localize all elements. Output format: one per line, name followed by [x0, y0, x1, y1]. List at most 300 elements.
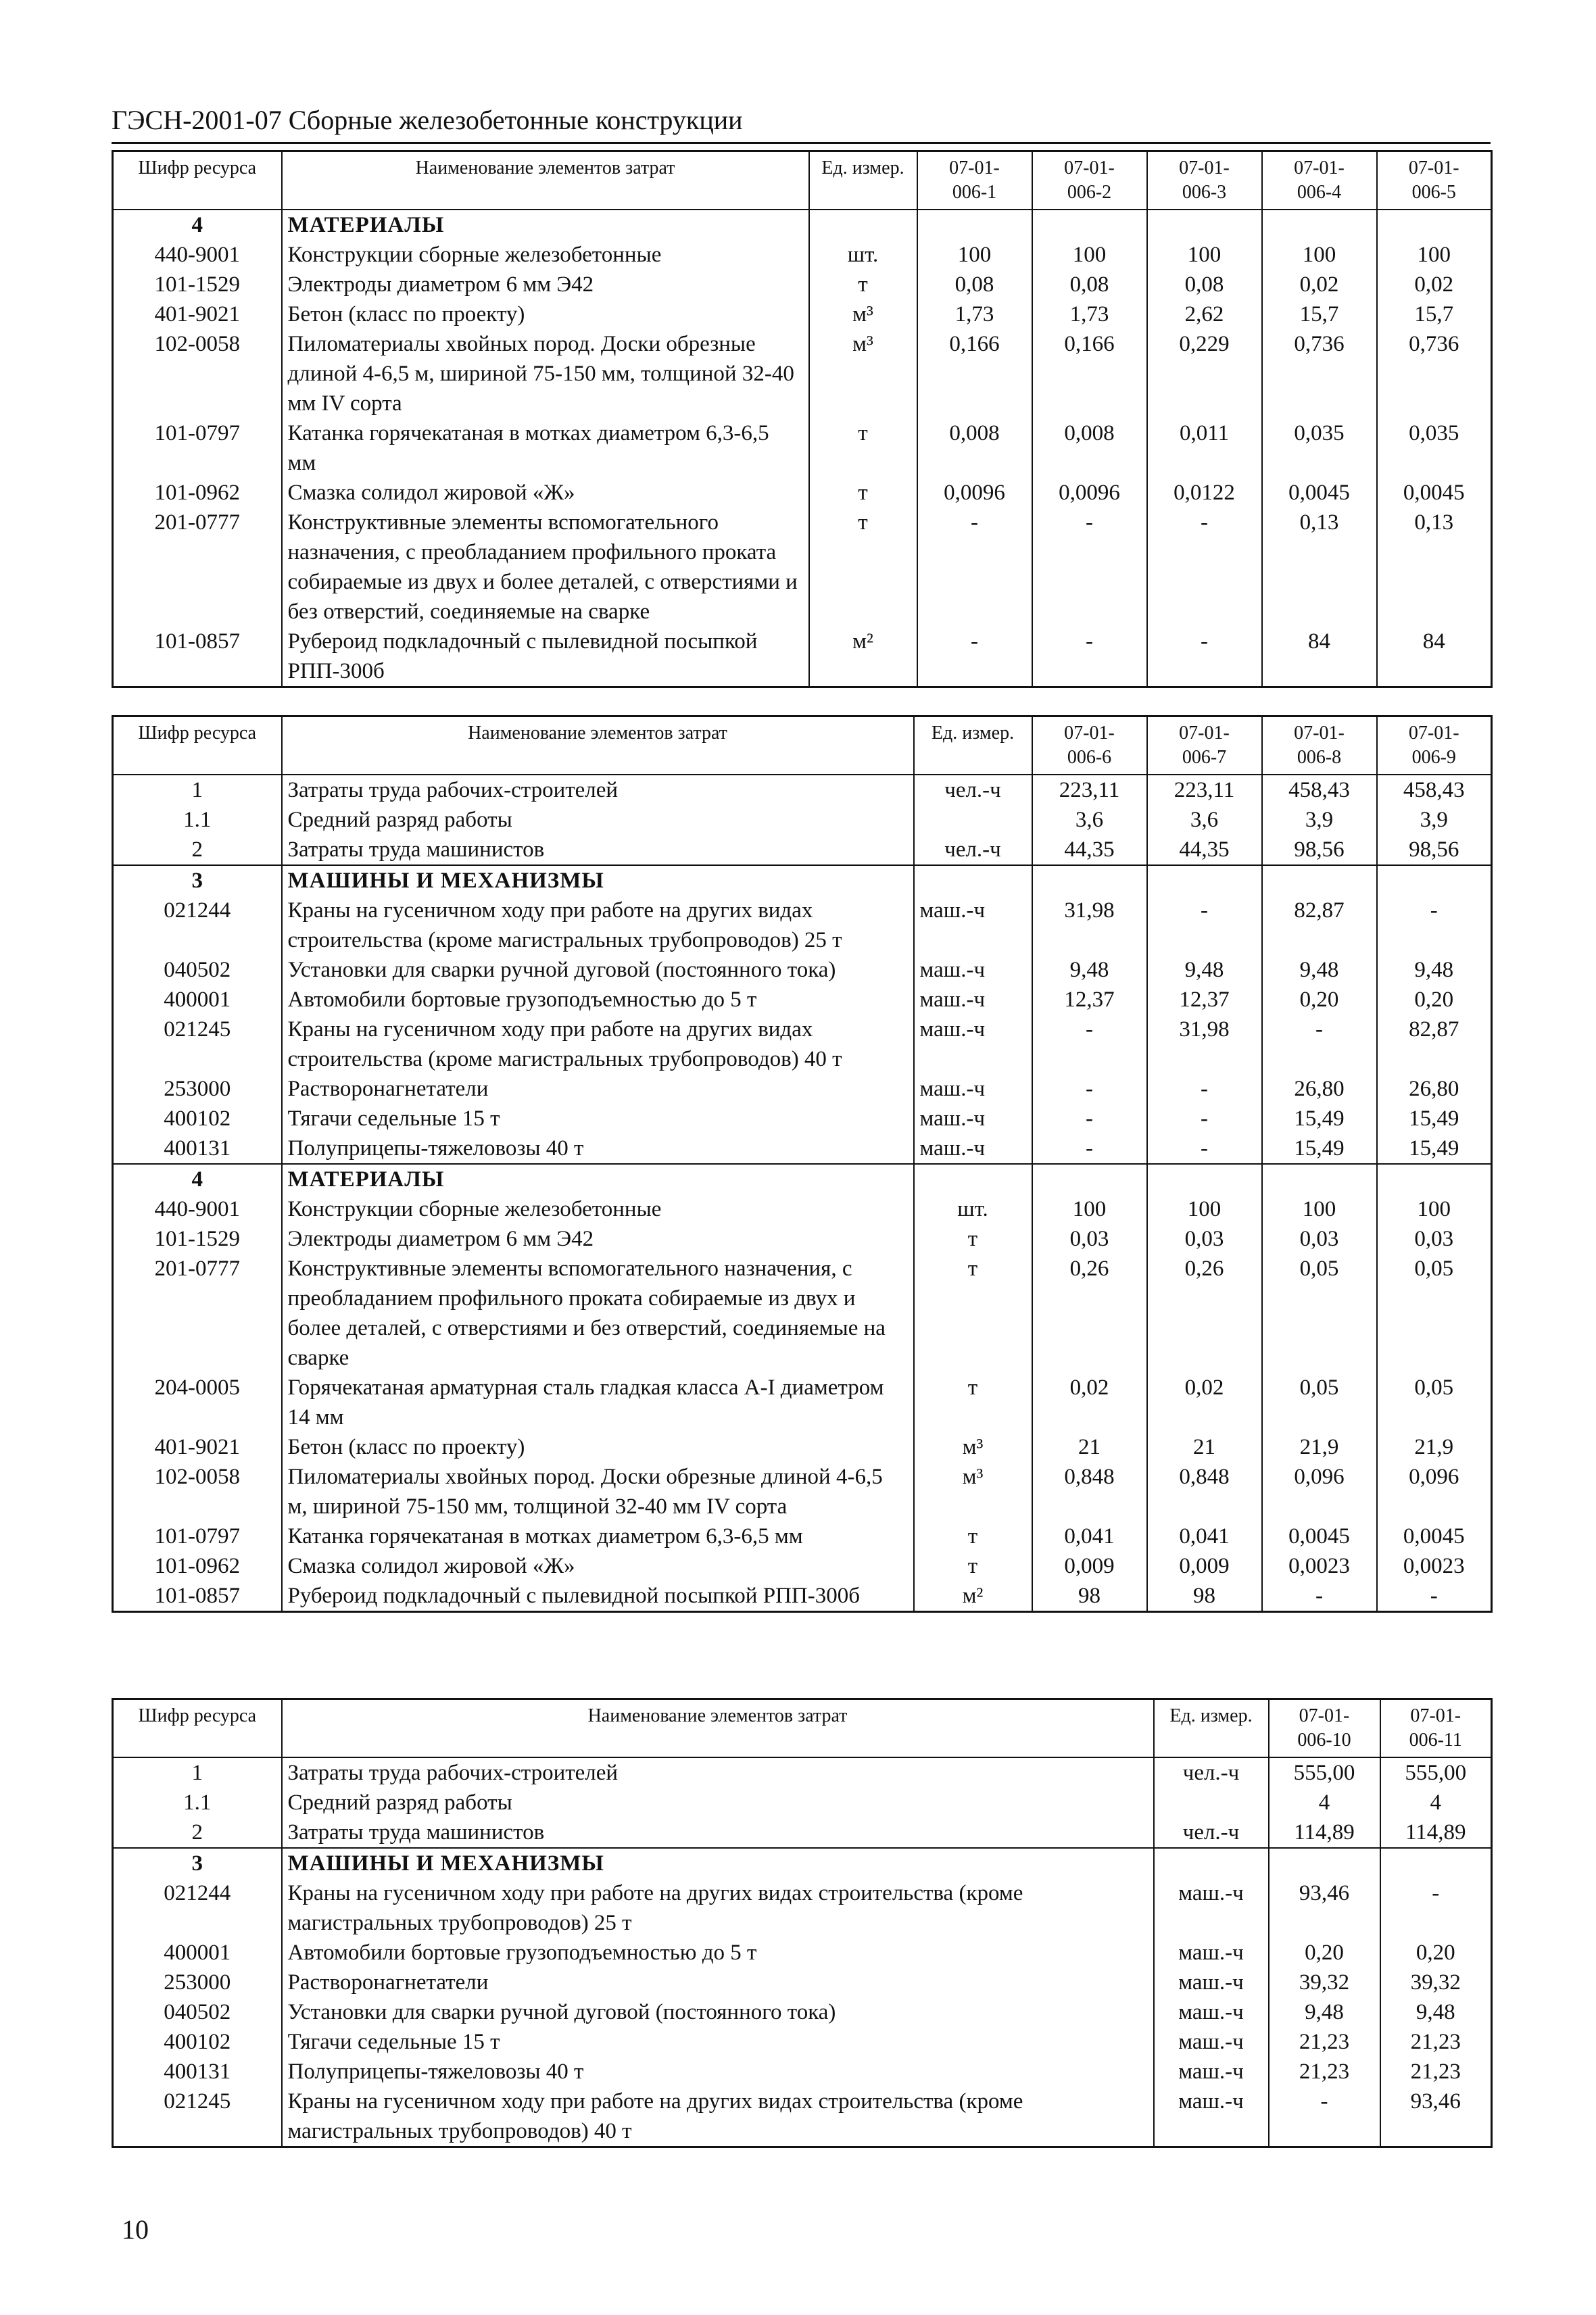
resource-name: Рубероид подкладочный с пылевидной посыпкой РПП-300б: [282, 1581, 914, 1612]
value-cell: 0,20: [1377, 985, 1492, 1015]
value-cell: 0,0045: [1377, 1521, 1492, 1551]
resource-name: Электроды диаметром 6 мм Э42: [282, 270, 809, 299]
col-header-code: Шифр ресурса: [113, 1699, 282, 1758]
value-cell: 9,48: [1262, 955, 1377, 985]
unit-cell: т: [809, 508, 917, 627]
value-cell: -: [1380, 1878, 1492, 1938]
value-cell: 223,11: [1032, 775, 1147, 805]
value-cell: 9,48: [1377, 955, 1492, 985]
resource-code: 021245: [113, 1015, 282, 1074]
resource-name: Затраты труда машинистов: [282, 1818, 1154, 1848]
resource-code: 400102: [113, 1104, 282, 1134]
unit-cell: маш.-ч: [914, 1134, 1032, 1164]
materials-table-1: [112, 150, 1493, 688]
value-cell: 21,23: [1380, 2027, 1492, 2057]
table-row: [113, 1997, 1492, 2027]
table-row: [113, 1938, 1492, 1968]
value-cell: 12,37: [1147, 985, 1262, 1015]
page-header: [112, 101, 1491, 144]
value-cell: 15,49: [1262, 1104, 1377, 1134]
resource-name: Краны на гусеничном ходу при работе на других видах строительства (кроме магистральных трубопроводов) 25 т: [282, 1878, 1154, 1938]
resource-name: Пиломатериалы хвойных пород. Доски обрезные длиной 4-6,5 м, шириной 75-150 мм, толщиной 32-40 мм IV сорта: [282, 329, 809, 418]
table-row: [113, 240, 1492, 270]
col-header-code: Шифр ресурса: [113, 716, 282, 775]
value-cell: 0,02: [1032, 1373, 1147, 1432]
value-cell: 84: [1377, 627, 1492, 687]
table-row: [113, 1878, 1492, 1938]
unit-cell: маш.-ч: [914, 955, 1032, 985]
resource-code: 1.1: [113, 805, 282, 835]
resource-code: 204-0005: [113, 1373, 282, 1432]
value-cell: 0,05: [1262, 1373, 1377, 1432]
resource-code: 102-0058: [113, 329, 282, 418]
value-cell: 0,20: [1269, 1938, 1380, 1968]
value-cell: 0,009: [1032, 1551, 1147, 1581]
value-cell: 0,229: [1147, 329, 1262, 418]
col-header-name: Наименование элементов затрат: [282, 716, 914, 775]
unit-cell: м³: [914, 1462, 1032, 1521]
value-cell: 0,0122: [1147, 478, 1262, 508]
value-cell: -: [1377, 896, 1492, 955]
table-row: [113, 2027, 1492, 2057]
value-cell: 0,096: [1377, 1462, 1492, 1521]
value-cell: 21: [1032, 1432, 1147, 1462]
table-row: [113, 985, 1492, 1015]
value-cell: 0,03: [1262, 1224, 1377, 1254]
resource-name: Растворонагнетатели: [282, 1968, 1154, 1997]
table-row: [113, 1074, 1492, 1104]
resource-name: Краны на гусеничном ходу при работе на других видах строительства (кроме магистральных трубопроводов) 40 т: [282, 1015, 914, 1074]
resource-name: Затраты труда рабочих-строителей: [282, 1757, 1154, 1788]
col-header-norm: 07-01- 006-10: [1269, 1699, 1380, 1758]
value-cell: 100: [1032, 1194, 1147, 1224]
resource-name: Бетон (класс по проекту): [282, 299, 809, 329]
value-cell: 0,008: [1032, 418, 1147, 478]
table-row: [113, 1551, 1492, 1581]
value-cell: 0,0096: [917, 478, 1032, 508]
table-row: [113, 775, 1492, 805]
resources-table-2: [112, 715, 1493, 1613]
value-cell: 0,736: [1377, 329, 1492, 418]
section-code: 4: [113, 1164, 282, 1194]
table-row: [113, 1254, 1492, 1373]
value-cell: -: [1147, 627, 1262, 687]
section-row: [113, 210, 1492, 240]
value-cell: 0,035: [1377, 418, 1492, 478]
table-row: [113, 270, 1492, 299]
value-cell: 0,166: [917, 329, 1032, 418]
resource-name: Конструктивные элементы вспомогательного назначения, с преобладанием профильного проката собираемые из двух и более деталей, с отверстиями и без отверстий, соединяемые на сварке: [282, 508, 809, 627]
col-header-code: Шифр ресурса: [113, 151, 282, 210]
value-cell: 0,009: [1147, 1551, 1262, 1581]
resource-code: 400102: [113, 2027, 282, 2057]
value-cell: -: [1262, 1015, 1377, 1074]
value-cell: -: [917, 508, 1032, 627]
resource-code: 101-0962: [113, 1551, 282, 1581]
resource-code: 201-0777: [113, 508, 282, 627]
page-number: 10: [122, 2214, 149, 2245]
value-cell: 0,13: [1262, 508, 1377, 627]
resource-code: 400001: [113, 985, 282, 1015]
unit-cell: м³: [914, 1432, 1032, 1462]
resource-code: 101-0857: [113, 627, 282, 687]
table-row: [113, 896, 1492, 955]
resource-name: Смазка солидол жировой «Ж»: [282, 478, 809, 508]
table-row: [113, 1194, 1492, 1224]
value-cell: -: [1147, 1134, 1262, 1164]
value-cell: 98: [1032, 1581, 1147, 1612]
value-cell: -: [1147, 1074, 1262, 1104]
value-cell: 44,35: [1147, 835, 1262, 865]
unit-cell: т: [809, 270, 917, 299]
value-cell: -: [1377, 1581, 1492, 1612]
value-cell: 0,26: [1032, 1254, 1147, 1373]
value-cell: 0,008: [917, 418, 1032, 478]
resource-name: Средний разряд работы: [282, 805, 914, 835]
unit-cell: шт.: [914, 1194, 1032, 1224]
table-row: [113, 418, 1492, 478]
resource-name: Затраты труда рабочих-строителей: [282, 775, 914, 805]
unit-cell: маш.-ч: [1154, 2027, 1269, 2057]
resource-code: 401-9021: [113, 299, 282, 329]
value-cell: 21,23: [1269, 2057, 1380, 2087]
value-cell: 0,0096: [1032, 478, 1147, 508]
resource-code: 101-0797: [113, 418, 282, 478]
value-cell: 1,73: [917, 299, 1032, 329]
value-cell: 0,166: [1032, 329, 1147, 418]
value-cell: 82,87: [1262, 896, 1377, 955]
table-row: [113, 478, 1492, 508]
section-code: 4: [113, 210, 282, 240]
resource-name: Бетон (класс по проекту): [282, 1432, 914, 1462]
value-cell: 15,49: [1377, 1104, 1492, 1134]
value-cell: 100: [917, 240, 1032, 270]
unit-cell: шт.: [809, 240, 917, 270]
value-cell: 98,56: [1377, 835, 1492, 865]
value-cell: 12,37: [1032, 985, 1147, 1015]
table-row: [113, 627, 1492, 687]
value-cell: 555,00: [1380, 1757, 1492, 1788]
resource-code: 400131: [113, 1134, 282, 1164]
resource-name: Тягачи седельные 15 т: [282, 1104, 914, 1134]
value-cell: 98: [1147, 1581, 1262, 1612]
value-cell: 0,0045: [1262, 1521, 1377, 1551]
value-cell: 2,62: [1147, 299, 1262, 329]
resource-code: 401-9021: [113, 1432, 282, 1462]
value-cell: -: [1147, 1104, 1262, 1134]
value-cell: 4: [1269, 1788, 1380, 1818]
value-cell: 31,98: [1147, 1015, 1262, 1074]
table-row: [113, 835, 1492, 865]
resource-name: Конструктивные элементы вспомогательного назначения, с преобладанием профильного проката собираемые из двух и более деталей, с отверстиями и без отверстий, соединяемые на сварке: [282, 1254, 914, 1373]
value-cell: 3,9: [1262, 805, 1377, 835]
resource-code: 102-0058: [113, 1462, 282, 1521]
table-row: [113, 1462, 1492, 1521]
value-cell: 93,46: [1269, 1878, 1380, 1938]
value-cell: 0,03: [1032, 1224, 1147, 1254]
value-cell: 21: [1147, 1432, 1262, 1462]
unit-cell: чел.-ч: [1154, 1757, 1269, 1788]
value-cell: 0,0045: [1377, 478, 1492, 508]
unit-cell: т: [914, 1373, 1032, 1432]
value-cell: 3,6: [1147, 805, 1262, 835]
value-cell: 84: [1262, 627, 1377, 687]
resource-code: 040502: [113, 955, 282, 985]
resource-name: Автомобили бортовые грузоподъемностью до 5 т: [282, 985, 914, 1015]
col-header-norm: 07-01- 006-3: [1147, 151, 1262, 210]
value-cell: 100: [1262, 240, 1377, 270]
col-header-unit: Ед. измер.: [914, 716, 1032, 775]
col-header-unit: Ед. измер.: [809, 151, 917, 210]
value-cell: 15,7: [1262, 299, 1377, 329]
value-cell: 0,20: [1262, 985, 1377, 1015]
resource-code: 440-9001: [113, 240, 282, 270]
unit-cell: маш.-ч: [1154, 2087, 1269, 2147]
resource-name: Затраты труда машинистов: [282, 835, 914, 865]
unit-cell: маш.-ч: [914, 1104, 1032, 1134]
resource-code: 1.1: [113, 1788, 282, 1818]
value-cell: 458,43: [1262, 775, 1377, 805]
table-row: [113, 1373, 1492, 1432]
resource-code: 021244: [113, 896, 282, 955]
value-cell: 0,03: [1147, 1224, 1262, 1254]
unit-cell: м²: [809, 627, 917, 687]
unit-cell: м³: [809, 299, 917, 329]
table1-header-row: [113, 151, 1492, 210]
unit-cell: маш.-ч: [1154, 1997, 1269, 2027]
value-cell: 100: [1032, 240, 1147, 270]
table-row: [113, 508, 1492, 627]
resource-name: Растворонагнетатели: [282, 1074, 914, 1104]
value-cell: 223,11: [1147, 775, 1262, 805]
resource-name: Автомобили бортовые грузоподъемностью до 5 т: [282, 1938, 1154, 1968]
value-cell: -: [1032, 1074, 1147, 1104]
value-cell: 0,13: [1377, 508, 1492, 627]
value-cell: -: [1032, 627, 1147, 687]
unit-cell: [1154, 1788, 1269, 1818]
section-row: [113, 1848, 1492, 1878]
table3-header-row: [113, 1699, 1492, 1758]
resource-name: Тягачи седельные 15 т: [282, 2027, 1154, 2057]
col-header-norm: 07-01- 006-7: [1147, 716, 1262, 775]
resource-code: 2: [113, 835, 282, 865]
value-cell: 0,035: [1262, 418, 1377, 478]
unit-cell: [914, 805, 1032, 835]
unit-cell: маш.-ч: [1154, 2057, 1269, 2087]
unit-cell: м³: [809, 329, 917, 418]
value-cell: 100: [1377, 1194, 1492, 1224]
col-header-name: Наименование элементов затрат: [282, 151, 809, 210]
section-title: МАШИНЫ И МЕХАНИЗМЫ: [282, 865, 914, 896]
table-row: [113, 805, 1492, 835]
table-row: [113, 1134, 1492, 1164]
resource-code: 400001: [113, 1938, 282, 1968]
resource-code: 440-9001: [113, 1194, 282, 1224]
value-cell: 0,848: [1032, 1462, 1147, 1521]
resource-code: 021245: [113, 2087, 282, 2147]
value-cell: 39,32: [1269, 1968, 1380, 1997]
value-cell: 0,0023: [1377, 1551, 1492, 1581]
value-cell: 100: [1262, 1194, 1377, 1224]
resource-code: 101-0962: [113, 478, 282, 508]
value-cell: 0,736: [1262, 329, 1377, 418]
unit-cell: м²: [914, 1581, 1032, 1612]
unit-cell: чел.-ч: [914, 835, 1032, 865]
value-cell: 0,20: [1380, 1938, 1492, 1968]
value-cell: 458,43: [1377, 775, 1492, 805]
unit-cell: маш.-ч: [1154, 1878, 1269, 1938]
value-cell: 0,02: [1147, 1373, 1262, 1432]
resource-code: 101-1529: [113, 1224, 282, 1254]
value-cell: -: [1032, 1134, 1147, 1164]
unit-cell: т: [809, 418, 917, 478]
resource-code: 1: [113, 775, 282, 805]
resource-code: 253000: [113, 1074, 282, 1104]
resource-name: Краны на гусеничном ходу при работе на других видах строительства (кроме магистральных трубопроводов) 40 т: [282, 2087, 1154, 2147]
table-row: [113, 1757, 1492, 1788]
resource-name: Полуприцепы-тяжеловозы 40 т: [282, 2057, 1154, 2087]
col-header-name: Наименование элементов затрат: [282, 1699, 1154, 1758]
resource-code: 201-0777: [113, 1254, 282, 1373]
resource-code: 400131: [113, 2057, 282, 2087]
resource-name: Установки для сварки ручной дуговой (постоянного тока): [282, 955, 914, 985]
unit-cell: чел.-ч: [914, 775, 1032, 805]
unit-cell: маш.-ч: [914, 1015, 1032, 1074]
value-cell: 26,80: [1262, 1074, 1377, 1104]
value-cell: 9,48: [1032, 955, 1147, 985]
table-row: [113, 1224, 1492, 1254]
resource-code: 253000: [113, 1968, 282, 1997]
table-row: [113, 1432, 1492, 1462]
table-row: [113, 1968, 1492, 1997]
unit-cell: т: [914, 1551, 1032, 1581]
col-header-norm: 07-01- 006-5: [1377, 151, 1492, 210]
value-cell: 0,041: [1147, 1521, 1262, 1551]
resource-name: Электроды диаметром 6 мм Э42: [282, 1224, 914, 1254]
value-cell: 0,848: [1147, 1462, 1262, 1521]
value-cell: -: [1032, 1104, 1147, 1134]
table2-header-row: [113, 716, 1492, 775]
resource-name: Конструкции сборные железобетонные: [282, 1194, 914, 1224]
value-cell: 82,87: [1377, 1015, 1492, 1074]
resource-name: Средний разряд работы: [282, 1788, 1154, 1818]
section-title: МАТЕРИАЛЫ: [282, 1164, 914, 1194]
col-header-norm: 07-01- 006-11: [1380, 1699, 1492, 1758]
value-cell: 114,89: [1380, 1818, 1492, 1848]
value-cell: 0,0023: [1262, 1551, 1377, 1581]
value-cell: 15,49: [1262, 1134, 1377, 1164]
table-row: [113, 1788, 1492, 1818]
value-cell: 3,6: [1032, 805, 1147, 835]
value-cell: 555,00: [1269, 1757, 1380, 1788]
resource-code: 101-1529: [113, 270, 282, 299]
col-header-norm: 07-01- 006-2: [1032, 151, 1147, 210]
unit-cell: т: [914, 1224, 1032, 1254]
value-cell: 9,48: [1269, 1997, 1380, 2027]
unit-cell: чел.-ч: [1154, 1818, 1269, 1848]
unit-cell: маш.-ч: [1154, 1938, 1269, 1968]
value-cell: 4: [1380, 1788, 1492, 1818]
table-row: [113, 329, 1492, 418]
col-header-norm: 07-01- 006-8: [1262, 716, 1377, 775]
value-cell: 26,80: [1377, 1074, 1492, 1104]
unit-cell: маш.-ч: [914, 1074, 1032, 1104]
value-cell: 31,98: [1032, 896, 1147, 955]
value-cell: 21,9: [1377, 1432, 1492, 1462]
value-cell: 9,48: [1380, 1997, 1492, 2027]
table-row: [113, 1104, 1492, 1134]
table-row: [113, 2087, 1492, 2147]
value-cell: -: [1269, 2087, 1380, 2147]
value-cell: -: [1262, 1581, 1377, 1612]
resource-name: Смазка солидол жировой «Ж»: [282, 1551, 914, 1581]
resource-name: Горячекатаная арматурная сталь гладкая класса А-I диаметром 14 мм: [282, 1373, 914, 1432]
value-cell: 0,011: [1147, 418, 1262, 478]
resource-name: Катанка горячекатаная в мотках диаметром 6,3-6,5 мм: [282, 418, 809, 478]
value-cell: 0,05: [1377, 1373, 1492, 1432]
value-cell: 0,08: [1032, 270, 1147, 299]
table-row: [113, 1521, 1492, 1551]
value-cell: 0,02: [1262, 270, 1377, 299]
section-row: [113, 1164, 1492, 1194]
section-title: МАТЕРИАЛЫ: [282, 210, 809, 240]
unit-cell: т: [809, 478, 917, 508]
resource-name: Конструкции сборные железобетонные: [282, 240, 809, 270]
unit-cell: маш.-ч: [1154, 1968, 1269, 1997]
value-cell: -: [1147, 508, 1262, 627]
value-cell: 0,096: [1262, 1462, 1377, 1521]
section-title: МАШИНЫ И МЕХАНИЗМЫ: [282, 1848, 1154, 1878]
unit-cell: маш.-ч: [914, 896, 1032, 955]
document-title: ГЭСН-2001-07 Сборные железобетонные конструкции: [112, 105, 743, 135]
value-cell: 0,0045: [1262, 478, 1377, 508]
value-cell: 44,35: [1032, 835, 1147, 865]
value-cell: 100: [1377, 240, 1492, 270]
value-cell: 0,02: [1377, 270, 1492, 299]
value-cell: 0,08: [917, 270, 1032, 299]
value-cell: 0,041: [1032, 1521, 1147, 1551]
col-header-norm: 07-01- 006-6: [1032, 716, 1147, 775]
value-cell: -: [1147, 896, 1262, 955]
col-header-unit: Ед. измер.: [1154, 1699, 1269, 1758]
value-cell: 0,08: [1147, 270, 1262, 299]
value-cell: -: [1032, 1015, 1147, 1074]
col-header-norm: 07-01- 006-1: [917, 151, 1032, 210]
table-row: [113, 1818, 1492, 1848]
value-cell: 9,48: [1147, 955, 1262, 985]
col-header-norm: 07-01- 006-9: [1377, 716, 1492, 775]
table-row: [113, 299, 1492, 329]
resource-name: Пиломатериалы хвойных пород. Доски обрезные длиной 4-6,5 м, шириной 75-150 мм, толщиной 32-40 мм IV сорта: [282, 1462, 914, 1521]
resource-name: Катанка горячекатаная в мотках диаметром 6,3-6,5 мм: [282, 1521, 914, 1551]
value-cell: 100: [1147, 1194, 1262, 1224]
value-cell: 21,9: [1262, 1432, 1377, 1462]
value-cell: 93,46: [1380, 2087, 1492, 2147]
unit-cell: т: [914, 1254, 1032, 1373]
value-cell: 21,23: [1269, 2027, 1380, 2057]
section-code: 3: [113, 1848, 282, 1878]
resource-name: Установки для сварки ручной дуговой (постоянного тока): [282, 1997, 1154, 2027]
section-row: [113, 865, 1492, 896]
table-row: [113, 1581, 1492, 1612]
value-cell: 1,73: [1032, 299, 1147, 329]
value-cell: 0,05: [1262, 1254, 1377, 1373]
value-cell: 0,05: [1377, 1254, 1492, 1373]
resource-code: 101-0857: [113, 1581, 282, 1612]
value-cell: -: [917, 627, 1032, 687]
value-cell: 114,89: [1269, 1818, 1380, 1848]
resource-name: Рубероид подкладочный с пылевидной посыпкой РПП-300б: [282, 627, 809, 687]
